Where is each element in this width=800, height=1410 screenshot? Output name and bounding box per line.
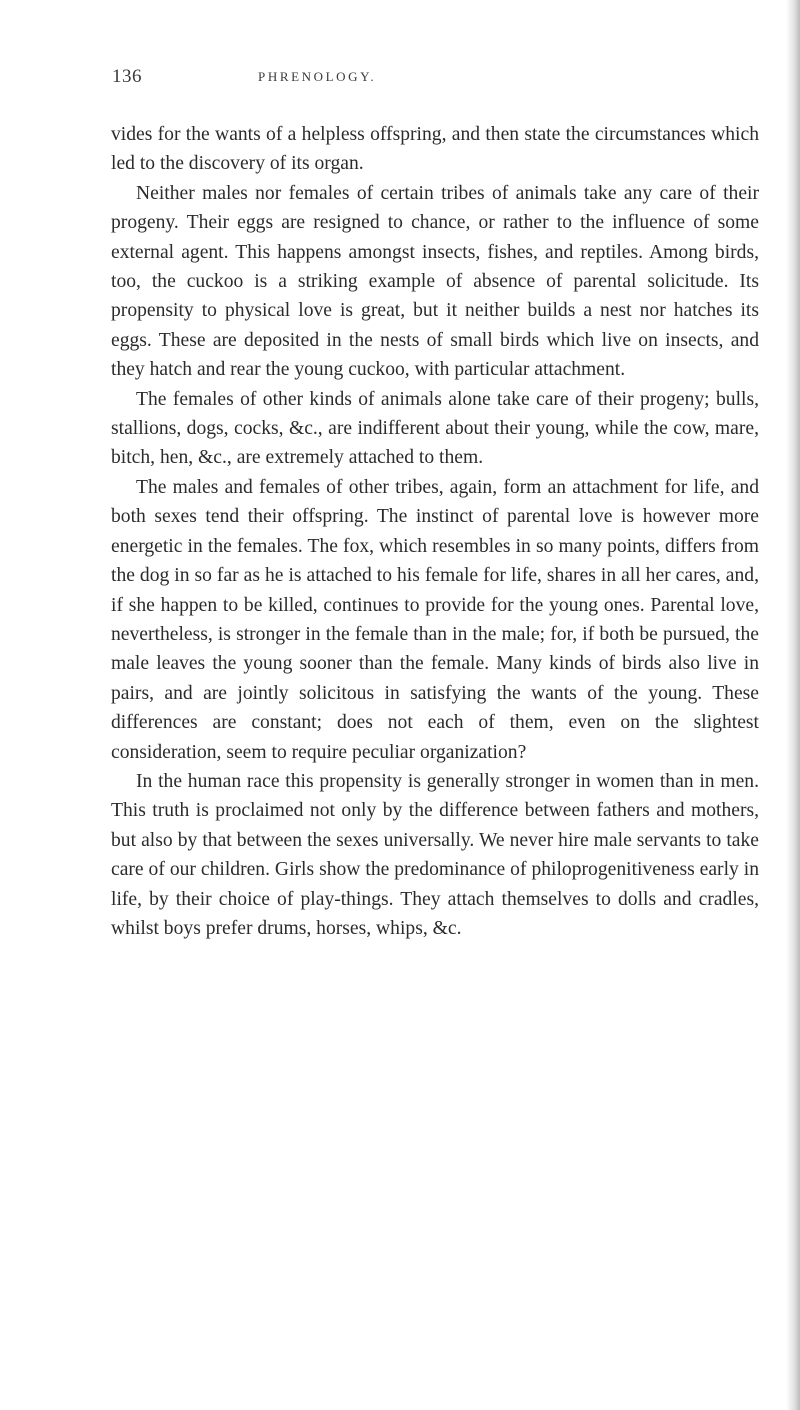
- paragraph-continuation: vides for the wants of a helpless offspring, and then state the circumstances which led to the discovery of its organ.: [111, 124, 759, 175]
- paragraph-females-other-kinds: The females of other kinds of animals alone take care of their progeny; bulls, stallions, dogs, cocks, &c., are indifferent about their young, while the cow, mare, bitch, hen, &c., are extremely attached to them.: [111, 388, 759, 469]
- paragraph-human-race: In the human race this propensity is generally stronger in women than in men. This truth is proclaimed not only by the difference between fathers and mothers, but also by that between the sexes universally. We never hire male servants to take care of our children. Girls show the predominance of philoprogenitiveness early in life, by their choice of play-things. They attach themselves to dolls and cradles, whilst boys prefer drums, horses, whips, &c.: [111, 770, 759, 939]
- scan-edge-shadow: [786, 0, 800, 1410]
- page-number: 136: [112, 66, 142, 87]
- body-text: [111, 120, 759, 943]
- running-head: [112, 66, 752, 92]
- running-title: PHRENOLOGY.: [258, 69, 377, 84]
- paragraph-males-and-females: The males and females of other tribes, again, form an attachment for life, and both sexes tend their offspring. The instinct of parental love is however more energetic in the females. The fox, which resembles in so many points, differs from the dog in so far as he is attached to his female for life, shares in all her cares, and, if she happen to be killed, continues to provide for the young ones. Parental love, nevertheless, is stronger in the female than in the male; for, if both be pursued, the male leaves the young sooner than the female. Many kinds of birds also live in pairs, and are jointly solicitous in satisfying the wants of the young. These differences are constant; does not each of them, even on the slightest consideration, seem to require peculiar organization?: [111, 476, 759, 763]
- paragraph-neither-males: Neither males nor females of certain tribes of animals take any care of their progeny. Their eggs are resigned to chance, or rather to the influence of some external agent. This happens amongst insects, fishes, and reptiles. Among birds, too, the cuckoo is a striking example of absence of parental solicitude. Its propensity to physical love is great, but it neither builds a nest nor hatches its eggs. These are deposited in the nests of small birds which live on insects, and they hatch and rear the young cuckoo, with particular attachment.: [111, 182, 759, 381]
